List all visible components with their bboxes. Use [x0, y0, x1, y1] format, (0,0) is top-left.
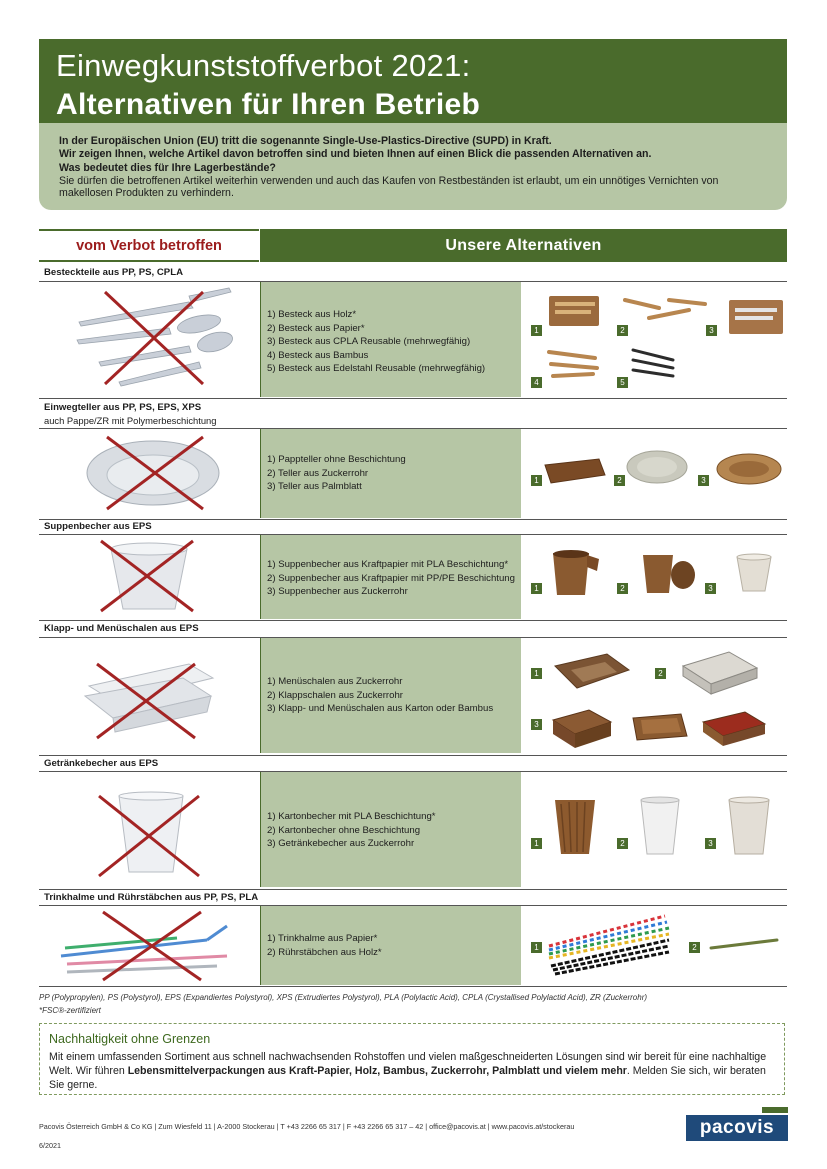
divider	[39, 398, 787, 399]
paper-cutlery-image	[619, 290, 709, 330]
alternative-badge: 2	[617, 838, 628, 849]
alternatives-list-soup-cups	[267, 558, 522, 599]
column-header-alternatives: Unsere Alternativen	[260, 229, 787, 262]
ban-cross-icon	[99, 286, 209, 390]
pacovis-logo	[686, 1107, 788, 1141]
sustainability-text-bold: Lebensmittelverpackungen aus Kraft-Papier, Holz, Bambus, Zuckerrohr, Palmblatt und vielem mehr	[127, 1065, 627, 1077]
cardboard-cup-image	[637, 796, 683, 856]
ban-cross-icon	[93, 660, 199, 742]
list-item: 2) Besteck aus Papier*	[267, 322, 365, 334]
ban-cross-icon	[103, 433, 207, 513]
list-item: 3) Klapp- und Menüschalen aus Karton oder Bambus	[267, 703, 494, 715]
list-item: 1) Trinkhalme aus Papier*	[267, 933, 378, 944]
alternative-badge: 2	[617, 583, 628, 594]
alternatives-list-clamshells	[267, 675, 522, 716]
list-item: 5) Besteck aus Edelstahl Reusable (mehrwegfähig)	[267, 363, 486, 375]
alternative-badge: 3	[706, 325, 717, 336]
header-banner	[39, 39, 787, 123]
alternative-badge: 1	[531, 838, 542, 849]
sugarcane-soup-cup-image	[733, 553, 775, 595]
alternative-badge: 1	[531, 325, 542, 336]
section-title-straws: Trinkhalme und Rührstäbchen aus PP, PS, PLA	[44, 892, 259, 903]
footer-contact: Pacovis Österreich GmbH & Co KG | Zum Wiesfeld 11 | A-2000 Stockerau | T +43 2266 65 317 | F +43 2266 65 317 – 42 | office@pacovis.at | www.pacovis.at/stockerau	[39, 1122, 575, 1131]
steel-cutlery-image	[629, 344, 677, 384]
alternative-badge: 2	[617, 325, 628, 336]
sustainability-text-end: . Melden Sie sich, wir beraten Sie gerne.	[49, 1065, 766, 1091]
wooden-cutlery-image	[545, 288, 605, 332]
kraft-soup-cup-pp-image	[639, 551, 697, 597]
alternative-badge: 2	[655, 668, 666, 679]
list-item: 1) Besteck aus Holz*	[267, 309, 357, 320]
sustainability-title: Nachhaltigkeit ohne Grenzen	[49, 1032, 211, 1046]
logo-accent-bar	[762, 1107, 788, 1113]
section-title-clamshells: Klapp- und Menüschalen aus EPS	[44, 623, 199, 634]
sugarcane-plate-image	[625, 449, 689, 485]
alternative-badge: 3	[531, 719, 542, 730]
kraft-soup-cup-pla-image	[549, 547, 601, 597]
intro-answer: Sie dürfen die betroffenen Artikel weiterhin verwenden und auch das Kaufen von Restbeständen ist erlaubt, um ein unnötiges Vernichten von makellosen Produkten zu verhindern.	[59, 174, 719, 199]
sustainability-text	[49, 1050, 769, 1092]
list-item: 3) Teller aus Palmblatt	[267, 481, 362, 493]
sustainability-text-start: Mit einem umfassenden Sortiment aus schnell nachwachsenden Rohstoffen und vielen maßgeschneiderten Lösungen sind wir bereit für eine nachhaltige Welt. Wir führen	[49, 1051, 767, 1077]
bamboo-tray-image	[699, 706, 769, 748]
alternative-badge: 4	[531, 377, 542, 388]
divider	[39, 986, 787, 987]
intro-question: Was bedeutet dies für Ihre Lagerbestände?	[59, 162, 276, 174]
alternative-badge: 1	[531, 668, 542, 679]
section-title-plates: Einwegteller aus PP, PS, EPS, XPS	[44, 402, 202, 413]
page-title-line1: Einwegkunststoffverbot 2021:	[56, 48, 471, 83]
divider	[39, 519, 787, 520]
alternative-badge: 2	[614, 475, 625, 486]
list-item: 4) Besteck aus Bambus	[267, 349, 369, 361]
alternative-badge: 1	[531, 942, 542, 953]
alternative-badge: 5	[617, 377, 628, 388]
intro-line2: Wir zeigen Ihnen, welche Artikel davon betroffen sind und bieten Ihnen auf einen Blick die passenden Alternativen an.	[59, 147, 652, 160]
cardboard-box-image	[549, 700, 615, 750]
bamboo-cutlery-image	[545, 344, 603, 384]
section-row-cutlery	[39, 282, 787, 397]
list-item: 2) Rührstäbchen aus Holz*	[267, 946, 382, 958]
ban-cross-icon	[99, 908, 205, 984]
ban-cross-icon	[95, 792, 203, 880]
section-row-plates	[39, 429, 787, 518]
section-row-soup-cups	[39, 535, 787, 619]
sugarcane-menu-tray-image	[549, 648, 633, 698]
list-item: 1) Menüschalen aus Zuckerrohr	[267, 676, 403, 687]
list-item: 1) Suppenbecher aus Kraftpapier mit PLA Beschichtung*	[267, 559, 509, 570]
palm-leaf-plate-image	[715, 451, 783, 487]
cpla-cutlery-image	[727, 296, 785, 338]
alternative-badge: 1	[531, 583, 542, 594]
footer-date: 6/2021	[39, 1141, 61, 1150]
logo-wordmark: pacovis	[686, 1115, 788, 1141]
list-item: 2) Kartonbecher ohne Beschichtung	[267, 824, 421, 836]
intro-box	[39, 123, 787, 210]
ban-cross-icon	[97, 537, 197, 615]
divider	[39, 755, 787, 756]
alternative-badge: 2	[689, 942, 700, 953]
alternative-badge: 1	[531, 475, 542, 486]
section-title-cutlery: Besteckteile aus PP, PS, CPLA	[44, 267, 183, 278]
divider	[39, 889, 787, 890]
column-header-banned: vom Verbot betroffen	[39, 229, 259, 262]
fsc-footnote: *FSC®-zertifiziert	[39, 1006, 101, 1015]
divider	[39, 620, 787, 621]
list-item: 2) Teller aus Zuckerrohr	[267, 467, 369, 479]
alternative-badge: 3	[705, 583, 716, 594]
sustainability-box	[39, 1023, 785, 1095]
paper-plate-image	[541, 449, 607, 489]
list-item: 2) Suppenbecher aus Kraftpapier mit PP/PE Beschichtung	[267, 572, 515, 584]
section-row-drink-cups	[39, 772, 787, 887]
list-item: 3) Besteck aus CPLA Reusable (mehrwegfähig)	[267, 336, 471, 348]
sugarcane-clamshell-image	[677, 644, 761, 698]
alternatives-list-drink-cups	[267, 810, 522, 851]
intro-line1: In der Europäischen Union (EU) tritt die sogenannte Single-Use-Plastics-Directive (SUPD) in Kraft.	[59, 135, 552, 147]
alternatives-list-straws	[267, 932, 522, 959]
alternative-badge: 3	[698, 475, 709, 486]
list-item: 3) Getränkebecher aus Zuckerrohr	[267, 838, 415, 850]
alternative-badge: 3	[705, 838, 716, 849]
sugarcane-drink-cup-image	[725, 796, 773, 856]
section-row-clamshells	[39, 638, 787, 753]
list-item: 2) Klappschalen aus Zuckerrohr	[267, 689, 403, 701]
list-item: 1) Pappteller ohne Beschichtung	[267, 454, 406, 465]
kraft-tray-image	[629, 706, 691, 746]
list-item: 1) Kartonbecher mit PLA Beschichtung*	[267, 811, 436, 822]
section-subtitle-plates: auch Pappe/ZR mit Polymerbeschichtung	[44, 415, 217, 426]
abbreviations-footnote: PP (Polypropylen), PS (Polystyrol), EPS (Expandiertes Polystyrol), XPS (Extrudiertes Polystyrol), PLA (Polylactic Acid), CPLA (Crystallised Polylactid Acid), ZR (Zuckerrohr)	[39, 993, 648, 1002]
alternatives-list-cutlery	[267, 308, 522, 376]
section-title-soup-cups: Suppenbecher aus EPS	[44, 521, 152, 532]
section-row-straws	[39, 906, 787, 985]
paper-straws-image	[545, 910, 673, 978]
page-title-line2: Alternativen für Ihren Betrieb	[56, 88, 481, 121]
list-item: 3) Suppenbecher aus Zuckerrohr	[267, 586, 408, 598]
alternatives-list-plates	[267, 453, 522, 494]
wooden-stirrer-image	[707, 934, 781, 954]
kraft-cup-pla-image	[551, 796, 599, 856]
section-title-drink-cups: Getränkebecher aus EPS	[44, 758, 159, 769]
